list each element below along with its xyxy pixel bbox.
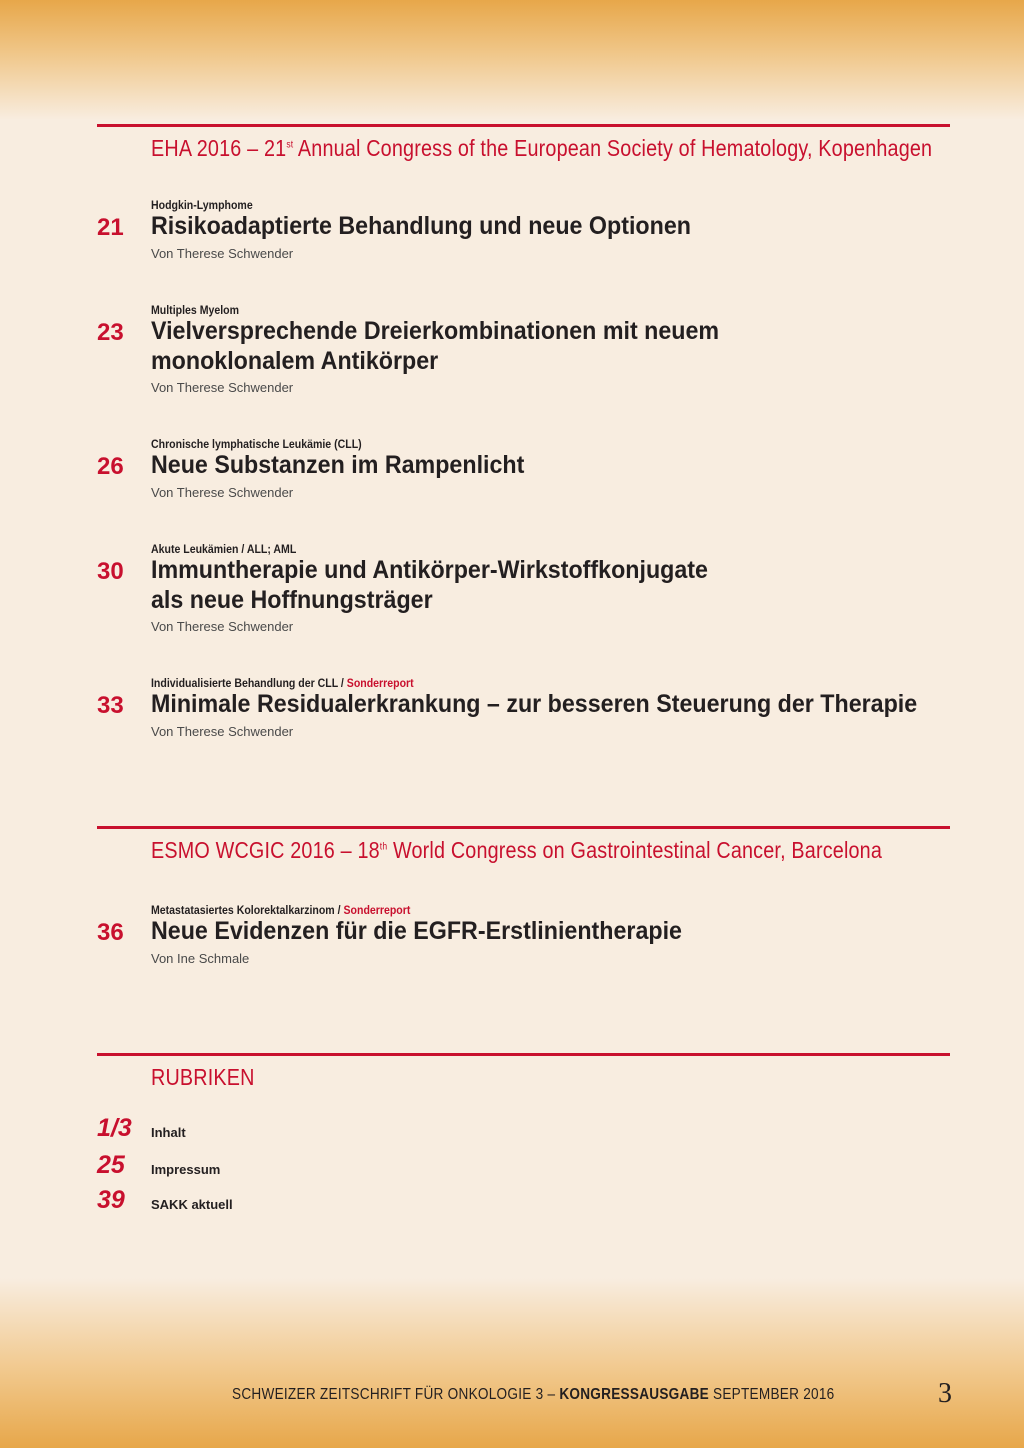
rubrik-page-number: 39 <box>97 1186 125 1214</box>
entry-page-number: 33 <box>97 692 124 719</box>
entry-kicker: Hodgkin-Lymphome <box>151 198 253 212</box>
footer-journal-line <box>232 1386 835 1404</box>
entry-title[interactable] <box>151 316 719 376</box>
section-title-text: EHA 2016 – 21 <box>151 135 287 161</box>
entry-title-line: Minimale Residualerkrankung – zur besseren Steuerung der Therapie <box>151 690 918 718</box>
section-title-esmo <box>151 837 882 864</box>
entry-page-number: 21 <box>97 214 124 241</box>
section-divider-esmo <box>97 826 950 829</box>
entry-title-line: Neue Substanzen im Rampenlicht <box>151 451 525 479</box>
bottom-gradient-band <box>0 1278 1024 1448</box>
section-divider-eha <box>97 124 950 127</box>
section-title-superscript: th <box>379 841 388 853</box>
entry-page-number: 36 <box>97 919 124 946</box>
kicker-text: Individualisierte Behandlung der CLL / <box>151 676 347 690</box>
section-title-text: Annual Congress of the European Society of Hematology, Kopenhagen <box>293 135 933 161</box>
entry-kicker: Akute Leukämien / ALL; AML <box>151 542 297 556</box>
section-title-superscript: st <box>286 139 294 151</box>
footer-edition: KONGRESSAUSGABE <box>559 1386 709 1403</box>
entry-author: Von Therese Schwender <box>151 485 294 500</box>
entry-kicker: Chronische lymphatische Leukämie (CLL) <box>151 437 362 451</box>
entry-author: Von Therese Schwender <box>151 246 294 261</box>
entry-author: Von Therese Schwender <box>151 724 294 739</box>
rubrik-label: SAKK aktuell <box>151 1197 233 1212</box>
section-title-text: ESMO WCGIC 2016 – 18 <box>151 837 380 863</box>
section-title-rubriken: RUBRIKEN <box>151 1064 255 1090</box>
entry-title-line: Immuntherapie und Antikörper-Wirkstoffkonjugate <box>151 556 708 584</box>
entry-title-line: als neue Hoffnungsträger <box>151 586 433 614</box>
entry-page-number: 23 <box>97 319 124 346</box>
entry-author: Von Therese Schwender <box>151 619 294 634</box>
entry-title-line: Risikoadaptierte Behandlung und neue Optionen <box>151 212 691 240</box>
sonderreport-tag: Sonderreport <box>346 676 414 690</box>
entry-title[interactable] <box>151 689 917 719</box>
page-number: 3 <box>938 1378 952 1409</box>
entry-page-number: 30 <box>97 558 124 585</box>
section-title-eha <box>151 135 932 162</box>
entry-title[interactable] <box>151 211 691 241</box>
rubrik-label: Impressum <box>151 1162 221 1177</box>
entry-title[interactable] <box>151 450 524 480</box>
footer-journal: SCHWEIZER ZEITSCHRIFT FÜR ONKOLOGIE 3 – <box>232 1386 560 1403</box>
top-gradient-band <box>0 0 1024 120</box>
kicker-text: Metastatasiertes Kolorektalkarzinom / <box>151 903 344 917</box>
entry-title-line: Vielversprechende Dreierkombinationen mit neuem <box>151 317 720 345</box>
entry-author: Von Ine Schmale <box>151 951 250 966</box>
entry-title[interactable] <box>151 555 708 615</box>
footer-date: SEPTEMBER 2016 <box>708 1386 835 1403</box>
entry-author: Von Therese Schwender <box>151 380 294 395</box>
sonderreport-tag: Sonderreport <box>343 903 411 917</box>
entry-kicker <box>151 676 414 690</box>
rubrik-page-number: 1/3 <box>97 1114 132 1142</box>
entry-kicker: Multiples Myelom <box>151 303 240 317</box>
entry-title-line: Neue Evidenzen für die EGFR-Erstlinientherapie <box>151 917 682 945</box>
entry-page-number: 26 <box>97 453 124 480</box>
entry-title-line: monoklonalem Antikörper <box>151 347 439 375</box>
section-divider-rubriken <box>97 1053 950 1056</box>
rubrik-label: Inhalt <box>151 1125 186 1140</box>
entry-title[interactable] <box>151 916 682 946</box>
rubrik-page-number: 25 <box>97 1151 125 1179</box>
entry-kicker <box>151 903 410 917</box>
section-title-text: World Congress on Gastrointestinal Cancer, Barcelona <box>387 837 883 863</box>
